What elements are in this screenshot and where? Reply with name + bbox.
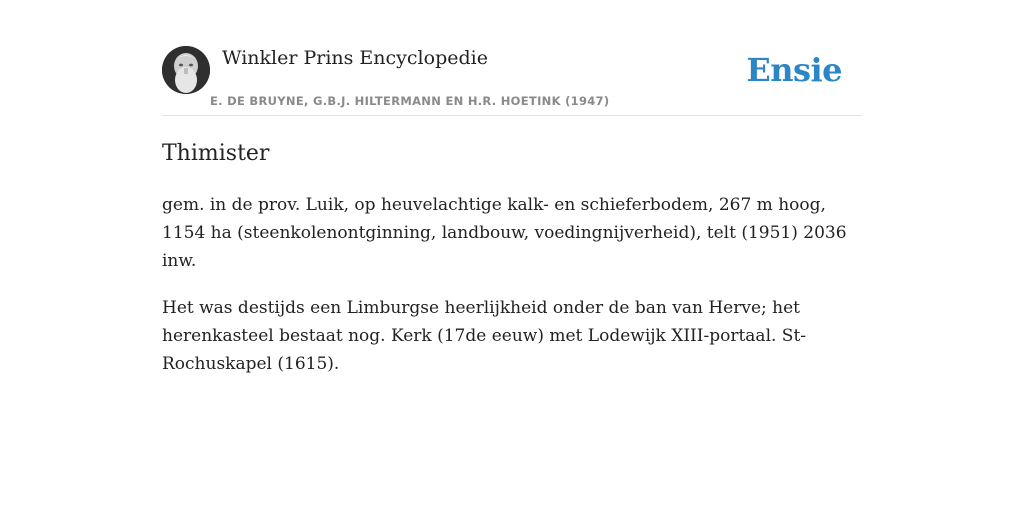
article-paragraph-2: Het was destijds een Limburgse heerlijkheid onder de ban van Herve; het herenkasteel bestaat nog. Kerk (17de eeuw) met Lodewijk XIII-portaal. St-Rochuskapel (1615).: [162, 298, 807, 374]
article-title: Thimister: [162, 141, 270, 166]
page: [162, 0, 862, 378]
ensie-logo-link[interactable]: Ensie: [746, 51, 842, 89]
publication-title[interactable]: Winkler Prins Encyclopedie: [222, 47, 488, 69]
portrait-icon: [162, 46, 210, 94]
author-avatar[interactable]: [162, 46, 210, 94]
publication-header: [162, 46, 862, 116]
article-paragraph-1: gem. in de prov. Luik, op heuvelachtige kalk- en schieferbodem, 267 m hoog, 1154 ha (steenkolenontginning, landbouw, voedingnijverheid), telt (1951) 2036 inw.: [162, 195, 847, 271]
publication-authors: E. DE BRUYNE, G.B.J. HILTERMANN EN H.R. HOETINK (1947): [210, 94, 610, 108]
